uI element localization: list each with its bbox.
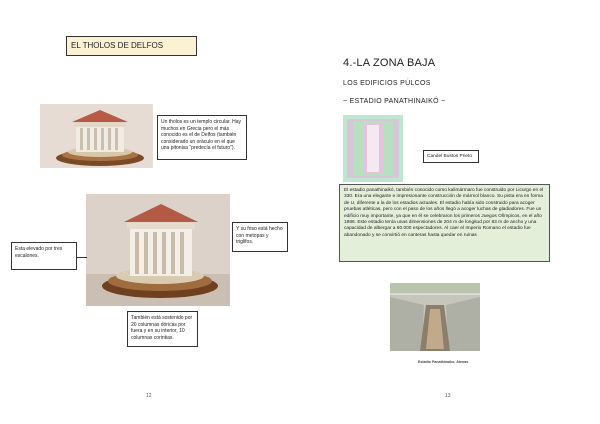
stadium-photo xyxy=(390,283,480,359)
tholos-model-image-small xyxy=(40,104,153,168)
stadium-description: El estadio panathinaikó, también conocido como kalimármaro fue construido por Licurgo en el 330. Era una elegante e impresionante construcción de mármol blanco. Su pista era en forma de U, diferente a la de los estadios actuales. El estadio había sido construido para acoger pruebas atléticas, pero con el paso de los años llegó a acoger luchas de gladiadores. Fue un edificio muy importante, ya que en él se celebraron los primeros Juegos Olímpicos, en el año 1986. Este estadio tenía unas dimensiones de 204 m de longitud por 83 m de ancho y una capacidad de albergar a 60.000 espectadores. Al caer el Imperio Romano el estadio fue abandonado y se convirtió en canteras hasta quedar en ruinas xyxy=(339,184,550,262)
page-number-right: 13 xyxy=(445,393,451,399)
section-heading: 4.-LA ZONA BAJA xyxy=(343,57,436,69)
callout-columnas: También está sostenido por 20 columnas dóricas por fuera y en su interior, 10 columnas corintias. xyxy=(127,311,198,347)
callout-friso: Y su friso está hecho con metopas y triglifos. xyxy=(232,222,288,252)
callout-escalones: Esta elevado por tres escalones. xyxy=(11,242,77,270)
tholos-model-image-large xyxy=(86,194,230,306)
stadium-photo-caption: Estadio Panathinaiko, Atenas xyxy=(418,360,469,364)
page-number-left: 12 xyxy=(146,393,152,399)
callout-templo: Un tholos es un templo circular. Hay muchos en Grecia pero el más conocido es el de Delfos (también considerado un oráculo en el que una pitonisa "predecía el futuro"). xyxy=(157,115,247,160)
connector-line xyxy=(77,257,87,258)
page-title-tholos: EL THOLOS DE DELFOS xyxy=(66,36,197,56)
section-title: ~ ESTADIO PANATHINAIKÓ ~ xyxy=(343,98,446,105)
section-subheading: LOS EDIFICIOS PÚLCOS xyxy=(343,80,431,87)
image-caption-author: Candel Bustos Prieto xyxy=(423,150,479,163)
stadium-drawing-image xyxy=(343,115,403,182)
